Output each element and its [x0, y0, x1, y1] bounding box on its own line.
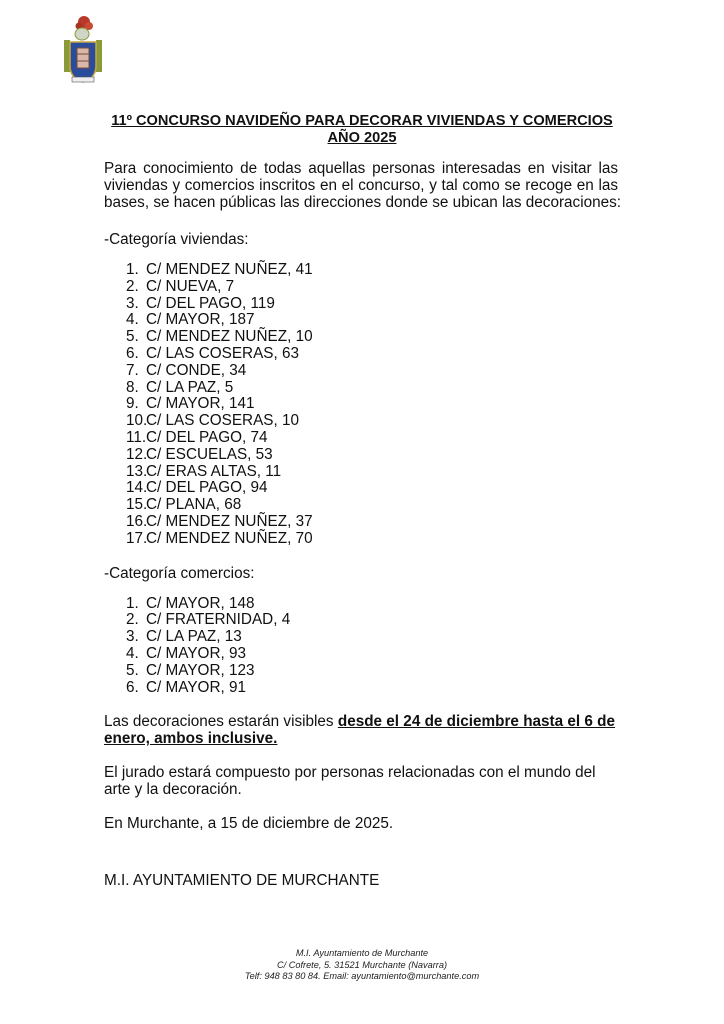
list-item-number: 5.: [126, 661, 139, 679]
list-item-number: 11.: [126, 428, 147, 446]
comercios-heading: -Categoría comercios:: [104, 564, 255, 582]
title-line-2: AÑO 2025: [327, 130, 397, 146]
list-item: [126, 312, 618, 329]
document-body: [104, 160, 622, 890]
jury-paragraph: El jurado estará compuesto por personas relacionadas con el mundo del arte y la decoración.: [104, 764, 596, 799]
list-item: [126, 480, 618, 497]
list-item-address: C/ MENDEZ NUÑEZ, 37: [146, 512, 313, 530]
comercios-list: [104, 596, 618, 697]
list-item-address: C/ LAS COSERAS, 10: [146, 412, 300, 430]
list-item-address: C/ MAYOR, 123: [146, 661, 255, 679]
list-item-address: C/ NUEVA, 7: [146, 277, 235, 295]
footer-line-1: M.I. Ayuntamiento de Murchante: [295, 948, 429, 958]
list-item-address: C/ CONDE, 34: [146, 361, 247, 379]
list-item-address: C/ ERAS ALTAS, 11: [146, 462, 282, 480]
list-item-number: 7.: [126, 361, 139, 379]
list-item-address: C/ DEL PAGO, 119: [146, 294, 275, 312]
list-item-number: 1.: [126, 261, 139, 278]
coat-of-arms-icon: [62, 14, 104, 86]
intro-line-2: viviendas y comercios inscritos en el concurso, y tal como se recoge en las: [104, 177, 618, 194]
intro-paragraph: [104, 160, 622, 211]
list-item: [126, 380, 618, 397]
signature: M.I. AYUNTAMIENTO DE MURCHANTE: [104, 872, 380, 890]
list-item-number: 6.: [126, 678, 139, 696]
list-item-address: C/ MENDEZ NUÑEZ, 10: [146, 328, 313, 346]
visibility-dates: desde el 24 de diciembre hasta el 6 de enero, ambos inclusive.: [104, 713, 616, 748]
list-item-number: 3.: [126, 294, 139, 312]
list-item: [126, 629, 618, 646]
coat-of-arms-logo: [62, 14, 104, 86]
list-item: [126, 612, 618, 629]
viviendas-list: [104, 262, 618, 548]
list-item-number: 9.: [126, 395, 139, 413]
title-line-1: 11º CONCURSO NAVIDEÑO PARA DECORAR VIVIENDAS Y COMERCIOS: [111, 113, 613, 129]
list-item: [126, 346, 618, 363]
list-item-number: 3.: [126, 628, 139, 646]
list-item-address: C/ MAYOR, 91: [146, 678, 247, 696]
list-item-address: C/ LA PAZ, 5: [146, 378, 234, 396]
list-item: [126, 680, 618, 697]
list-item-address: C/ MAYOR, 93: [146, 644, 247, 662]
list-item-number: 8.: [126, 378, 139, 396]
list-item: [126, 531, 618, 548]
list-item: [126, 363, 618, 380]
list-item-address: C/ MENDEZ NUÑEZ, 41: [146, 261, 313, 278]
list-item-number: 1.: [126, 594, 139, 612]
list-item-number: 4.: [126, 644, 139, 662]
list-item: [126, 497, 618, 514]
list-item: [126, 329, 618, 346]
list-item-number: 16.: [126, 512, 148, 530]
list-item-number: 2.: [126, 277, 139, 295]
list-item-number: 6.: [126, 344, 139, 362]
list-item-address: C/ LAS COSERAS, 63: [146, 344, 300, 362]
list-item-number: 12.: [126, 445, 148, 463]
viviendas-heading: -Categoría viviendas:: [104, 231, 249, 248]
list-item: [126, 663, 618, 680]
visibility-paragraph: [104, 713, 618, 747]
document-title: [100, 113, 624, 147]
footer: [200, 948, 524, 983]
list-item-address: C/ MAYOR, 141: [146, 395, 255, 413]
list-item: [126, 514, 618, 531]
intro-line-1: Para conocimiento de todas aquellas personas interesadas en visitar las: [104, 160, 618, 177]
visibility-prefix: Las decoraciones estarán visibles: [104, 713, 338, 731]
list-item-address: C/ MAYOR, 148: [146, 594, 255, 612]
date-line: En Murchante, a 15 de diciembre de 2025.: [104, 815, 394, 833]
list-item-address: C/ LA PAZ, 13: [146, 628, 242, 646]
list-item-number: 4.: [126, 311, 139, 329]
list-item: [126, 430, 618, 447]
footer-line-3: Telf: 948 83 80 84. Email: ayuntamiento@murchante.com: [244, 971, 480, 981]
list-item: [126, 413, 618, 430]
list-item: [126, 296, 618, 313]
intro-line-3: bases, se hacen públicas las direcciones donde se ubican las decoraciones:: [104, 194, 622, 211]
list-item: [126, 447, 618, 464]
list-item-address: C/ FRATERNIDAD, 4: [146, 611, 291, 629]
list-item-number: 14.: [126, 479, 148, 497]
list-item-address: C/ MENDEZ NUÑEZ, 70: [146, 529, 313, 547]
list-item-number: 2.: [126, 611, 139, 629]
list-item-address: C/ DEL PAGO, 74: [146, 428, 268, 446]
list-item: [126, 596, 618, 613]
list-item: [126, 464, 618, 481]
list-item-address: C/ PLANA, 68: [146, 496, 242, 514]
list-item-number: 10.: [126, 412, 148, 430]
list-item-number: 13.: [126, 462, 148, 480]
list-item-number: 15.: [126, 496, 148, 514]
list-item-address: C/ ESCUELAS, 53: [146, 445, 273, 463]
footer-line-2: C/ Cofrete, 5. 31521 Murchante (Navarra): [276, 959, 448, 970]
list-item-address: C/ MAYOR, 187: [146, 311, 255, 329]
list-item: [126, 262, 618, 279]
list-item: [126, 646, 618, 663]
list-item-address: C/ DEL PAGO, 94: [146, 479, 268, 497]
list-item-number: 17.: [126, 529, 148, 547]
list-item-number: 5.: [126, 328, 139, 346]
list-item: [126, 279, 618, 296]
list-item: [126, 396, 618, 413]
